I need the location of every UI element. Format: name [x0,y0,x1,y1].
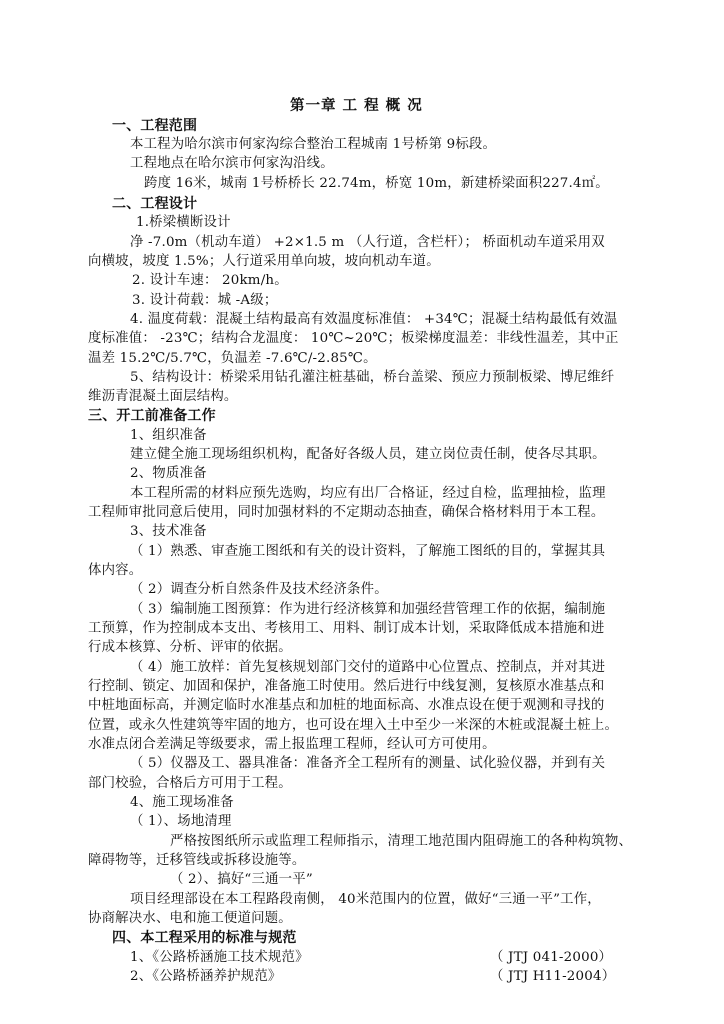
paragraph-line: 项目经理部设在本工程路段南侧， 40米范围内的位置，做好“三通一平”工作， [130,892,601,907]
standard-code: （ JTJ 041-2000） [490,950,613,965]
section-heading-standards: 四、本工程采用的标准与规范 [112,930,297,946]
paragraph-line: 维沥青混凝土面层结构。 [88,389,238,404]
paragraph-line: 温差 15.2℃/5.7℃，负温差 -7.6℃/-2.85℃。 [88,351,377,366]
paragraph-line: 部门校验，合格后方可用于工程。 [88,776,292,791]
paragraph-line: （ 3）编制施工图预算：作为进行经济核算和加强经营管理工作的依据，编制施 [130,602,606,617]
subheading: （ 2）、搞好“三通一平” [170,872,313,887]
subheading: 3、技术准备 [130,524,207,539]
section-heading-scope: 一、工程范围 [112,118,198,134]
paragraph-line: 位置，或永久性建筑等牢固的地方，也可设在埋入土中至少一米深的木桩或混凝土桩上。 [88,718,619,733]
paragraph-line: （ 1）熟悉、审查施工图纸和有关的设计资料，了解施工图纸的目的，掌握其具 [130,544,606,559]
paragraph-line: 严格按图纸所示或监理工程师指示，清理工地范围内阻碍施工的各种构筑物、 [170,834,633,849]
paragraph-line: 中桩地面标高，并测定临时水准基点和加桩的地面标高、水准点设在便于观测和寻找的 [88,698,605,713]
paragraph-line: 协商解决水、电和施工便道问题。 [88,911,292,926]
paragraph-line: （ 5）仪器及工、器具准备：准备齐全工程所有的测量、试化验仪器，并到有关 [130,756,606,771]
subheading: 2、物质准备 [130,466,207,481]
chapter-title: 第一章 工 程 概 况 [290,98,423,114]
subheading: 4、施工现场准备 [130,795,234,810]
paragraph-line: 工预算，作为控制成本支出、考核用工、用料、制订成本计划，采取降低成本措施和进 [88,621,605,636]
standard-code: （ JTJ H11-2004） [490,969,616,984]
paragraph-line: 度标准值： -23℃；结构合龙温度： 10℃~20℃；板梁梯度温差：非线性温差，其中正 [88,331,619,346]
list-item: 1.桥梁横断设计 [136,215,231,230]
paragraph-line: 障碍物等，迁移管线或拆移设施等。 [88,853,306,868]
standard-name: 2、《公路桥涵养护规范》 [130,969,282,984]
paragraph-line: 本工程所需的材料应预先选购，均应有出厂合格证，经过自检，监理抽检，监理 [130,486,606,501]
paragraph-line: 体内容。 [88,563,143,578]
paragraph: 工程地点在哈尔滨市何家沟沿线。 [130,156,334,171]
paragraph-line: 行控制、锁定、加固和保护，准备施工时使用。然后进行中线复测，复核原水准基点和 [88,679,605,694]
paragraph-line: 向横坡，坡度 1.5%；人行道采用单向坡，坡向机动车道。 [88,254,440,269]
paragraph: 建立健全施工现场组织机构，配备好各级人员，建立岗位责任制，使各尽其职。 [130,447,606,462]
list-item: 2. 设计车速： 20km/h。 [132,273,288,288]
section-heading-design: 二、工程设计 [112,196,198,212]
list-item: 3. 设计荷载：城 -A级； [132,293,278,308]
paragraph-line: 水准点闭合差满足等级要求，需上报监理工程师，经认可方可使用。 [88,737,496,752]
paragraph-line: （ 4）施工放样：首先复核规划部门交付的道路中心位置点、控制点，并对其进 [130,660,606,675]
paragraph-line: 4. 温度荷载：混凝土结构最高有效温度标准值： +34℃；混凝土结构最低有效温 [130,312,618,327]
standard-name: 1、《公路桥涵施工技术规范》 [130,950,309,965]
section-heading-preparation: 三、开工前准备工作 [88,408,216,424]
paragraph: 跨度 16米，城南 1号桥桥长 22.74m，桥宽 10m，新建桥梁面积227.4㎡。 [144,176,609,191]
subheading: （ 1）、场地清理 [130,814,232,829]
paragraph: （ 2）调查分析自然条件及技术经济条件。 [130,582,388,597]
paragraph-line: 净 -7.0m（机动车道） +2×1.5 m （人行道，含栏杆）； 桥面机动车道采用双 [130,235,605,250]
paragraph-line: 5、结构设计：桥梁采用钻孔灌注桩基础，桥台盖梁、预应力预制板梁、博尼维纤 [130,370,615,385]
paragraph: 本工程为哈尔滨市何家沟综合整治工程城南 1号桥第 9标段。 [130,137,497,152]
paragraph-line: 行成本核算、分析、评审的依据。 [88,640,292,655]
subheading: 1、组织准备 [130,428,207,443]
paragraph-line: 工程师审批同意后使用，同时加强材料的不定期动态抽查，确保合格材料用于本工程。 [88,505,605,520]
